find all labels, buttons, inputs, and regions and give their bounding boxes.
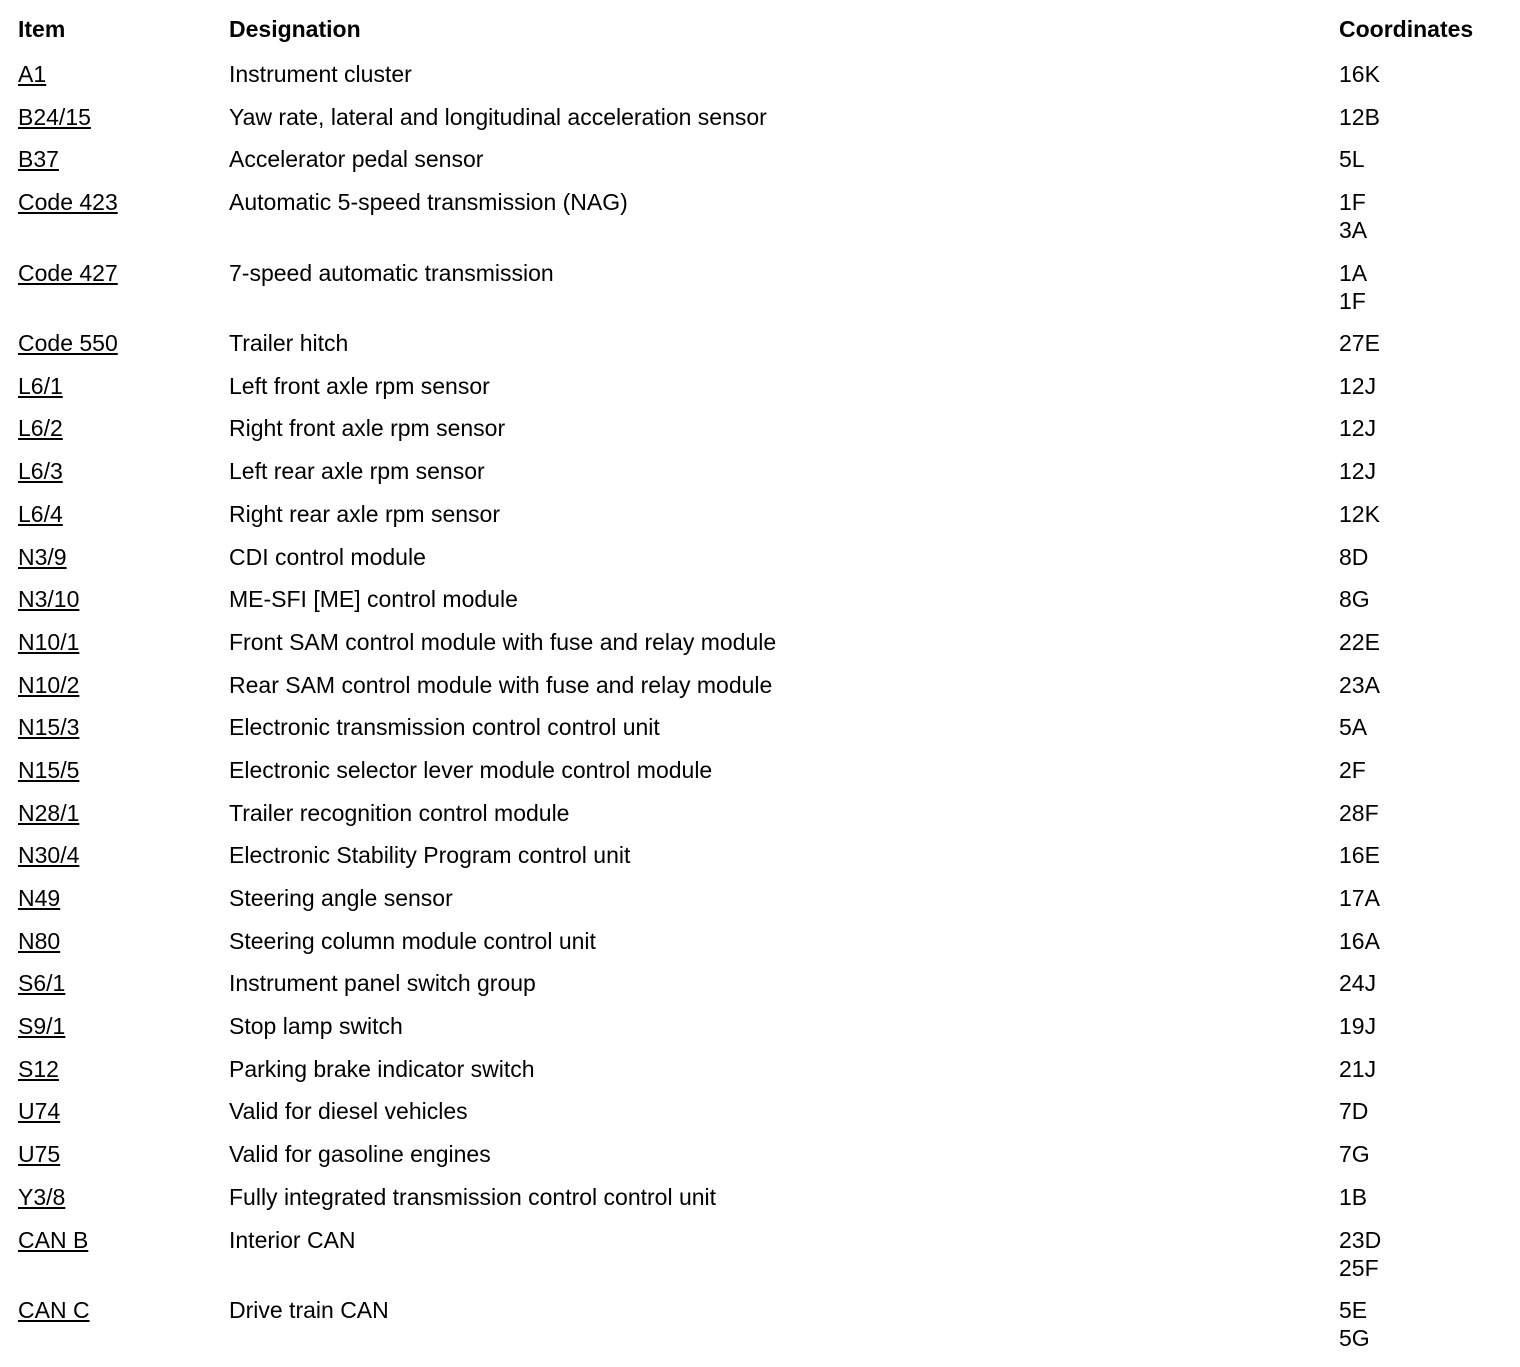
coordinates-cell [1339, 259, 1508, 315]
item-cell [18, 884, 229, 912]
coordinate-value: 17A [1339, 885, 1380, 911]
item-cell [18, 103, 229, 131]
designation-cell: Yaw rate, lateral and longitudinal acceleration sensor [229, 103, 767, 130]
designation-cell: Instrument panel switch group [229, 970, 536, 997]
item-cell [18, 188, 229, 216]
designation-cell: Electronic transmission control control unit [229, 714, 660, 741]
table-row [18, 969, 1508, 1012]
coordinates-cell [1339, 103, 1508, 131]
coordinates-cell [1339, 414, 1508, 442]
coordinate-value: 3A [1339, 217, 1368, 244]
item-cell [18, 500, 229, 528]
designation-cell: Instrument cluster [229, 61, 412, 87]
designation-cell: Fully integrated transmission control control unit [229, 1183, 717, 1210]
coordinate-value: 2F [1339, 756, 1366, 783]
designation-cell: Parking brake indicator switch [229, 1055, 535, 1082]
item-cell [18, 457, 229, 485]
table-row [18, 1055, 1508, 1098]
item-link[interactable]: L6/1 [18, 372, 63, 399]
item-link[interactable]: N49 [18, 885, 61, 911]
coordinates-cell [1339, 1296, 1508, 1352]
table-row [18, 457, 1508, 500]
coordinates-cell [1339, 329, 1508, 357]
designation-cell: Right front axle rpm sensor [229, 415, 506, 442]
coordinates-cell [1339, 585, 1508, 613]
coordinates-cell [1339, 145, 1508, 173]
coordinate-value: 28F [1339, 799, 1379, 826]
coordinate-value: 5G [1339, 1325, 1370, 1351]
component-legend-table [18, 15, 1508, 1367]
table-row [18, 1296, 1508, 1367]
item-link[interactable]: N3/9 [18, 543, 67, 570]
item-cell [18, 1226, 229, 1254]
coordinates-cell [1339, 969, 1508, 997]
coordinates-cell [1339, 500, 1508, 528]
table-row [18, 671, 1508, 714]
item-cell [18, 145, 229, 173]
item-link[interactable]: B37 [18, 146, 59, 173]
item-cell [18, 713, 229, 741]
coordinates-cell [1339, 1055, 1508, 1083]
coordinate-value: 23D [1339, 1226, 1382, 1253]
item-cell [18, 1097, 229, 1125]
designation-cell: Accelerator pedal sensor [229, 146, 484, 173]
coordinate-value: 1B [1339, 1183, 1368, 1210]
coordinates-cell [1339, 756, 1508, 784]
table-row [18, 1183, 1508, 1226]
designation-cell: 7-speed automatic transmission [229, 259, 554, 286]
coordinates-cell [1339, 1097, 1508, 1125]
item-link[interactable]: N80 [18, 927, 61, 954]
table-row [18, 414, 1508, 457]
designation-cell: Trailer hitch [229, 330, 349, 357]
coordinate-value: 16K [1339, 61, 1380, 87]
table-row [18, 1226, 1508, 1297]
coordinate-value: 22E [1339, 628, 1380, 655]
item-link[interactable]: S9/1 [18, 1013, 66, 1040]
coordinate-value: 12J [1339, 372, 1377, 399]
table-row [18, 841, 1508, 884]
item-link[interactable]: N15/3 [18, 714, 80, 741]
table-row [18, 188, 1508, 259]
table-row [18, 713, 1508, 756]
table-body [18, 60, 1508, 1367]
coordinates-cell [1339, 841, 1508, 869]
item-link[interactable]: Y3/8 [18, 1183, 66, 1210]
table-row [18, 927, 1508, 970]
coordinate-value: 12J [1339, 415, 1377, 442]
coordinates-cell [1339, 543, 1508, 571]
item-column-header: Item [18, 16, 66, 42]
item-cell [18, 1140, 229, 1168]
coordinate-value: 7G [1339, 1141, 1370, 1168]
designation-column-header: Designation [229, 16, 361, 42]
designation-cell: Drive train CAN [229, 1297, 389, 1323]
designation-cell: Automatic 5-speed transmission (NAG) [229, 189, 628, 216]
coordinate-value: 16A [1339, 927, 1380, 954]
coordinates-cell [1339, 628, 1508, 656]
coordinates-cell [1339, 713, 1508, 741]
table-row [18, 103, 1508, 146]
item-link[interactable]: B24/15 [18, 103, 91, 130]
item-link[interactable]: N10/1 [18, 628, 80, 655]
coordinate-value: 16E [1339, 842, 1380, 869]
item-cell [18, 1296, 229, 1324]
designation-cell: Electronic selector lever module control module [229, 756, 713, 783]
coordinate-value: 8G [1339, 586, 1370, 613]
item-cell [18, 1012, 229, 1040]
item-link[interactable]: L6/2 [18, 415, 63, 442]
coordinates-cell [1339, 1012, 1508, 1040]
coordinate-value: 5E [1339, 1297, 1368, 1323]
coordinates-cell [1339, 188, 1508, 244]
item-link[interactable]: S6/1 [18, 970, 66, 997]
item-cell [18, 671, 229, 699]
item-link[interactable]: U74 [18, 1098, 61, 1125]
table-row [18, 1140, 1508, 1183]
designation-cell: Trailer recognition control module [229, 799, 570, 826]
coordinate-value: 12J [1339, 458, 1377, 485]
item-cell [18, 543, 229, 571]
designation-cell: Steering column module control unit [229, 927, 596, 954]
designation-cell: Steering angle sensor [229, 885, 453, 911]
item-link[interactable]: N10/2 [18, 671, 80, 698]
table-row [18, 259, 1508, 330]
designation-cell: Electronic Stability Program control unit [229, 842, 631, 869]
item-link[interactable]: N3/10 [18, 586, 80, 613]
designation-cell: CDI control module [229, 543, 426, 570]
table-row [18, 1097, 1508, 1140]
item-link[interactable]: L6/3 [18, 458, 63, 485]
table-row [18, 1012, 1508, 1055]
item-cell [18, 60, 229, 88]
coordinate-value: 5A [1339, 714, 1368, 741]
coordinate-value: 8D [1339, 543, 1369, 570]
item-link[interactable]: CAN C [18, 1297, 90, 1323]
item-link[interactable]: A1 [18, 61, 47, 87]
coordinates-column-header: Coordinates [1339, 16, 1474, 42]
designation-cell: Valid for gasoline engines [229, 1141, 491, 1168]
coordinate-value: 23A [1339, 671, 1380, 698]
designation-cell: Interior CAN [229, 1226, 356, 1253]
table-row [18, 60, 1508, 103]
table-row [18, 756, 1508, 799]
coordinate-value: 1F [1339, 189, 1366, 216]
designation-cell: Left front axle rpm sensor [229, 372, 490, 399]
designation-cell: Right rear axle rpm sensor [229, 500, 500, 527]
table-row [18, 145, 1508, 188]
item-cell [18, 841, 229, 869]
coordinate-value: 19J [1339, 1013, 1377, 1040]
item-link[interactable]: Code 427 [18, 259, 118, 286]
item-cell [18, 628, 229, 656]
item-link[interactable]: N28/1 [18, 799, 80, 826]
item-cell [18, 329, 229, 357]
coordinate-value: 21J [1339, 1055, 1377, 1082]
designation-cell: ME-SFI [ME] control module [229, 586, 518, 613]
item-cell [18, 259, 229, 287]
table-row [18, 799, 1508, 842]
designation-cell: Stop lamp switch [229, 1013, 403, 1040]
item-cell [18, 414, 229, 442]
item-cell [18, 927, 229, 955]
designation-cell: Front SAM control module with fuse and relay module [229, 628, 777, 655]
coordinate-value: 27E [1339, 330, 1380, 357]
item-cell [18, 585, 229, 613]
item-cell [18, 372, 229, 400]
coordinates-cell [1339, 671, 1508, 699]
coordinates-cell [1339, 927, 1508, 955]
item-cell [18, 1183, 229, 1211]
item-link[interactable]: CAN B [18, 1226, 89, 1253]
coordinates-cell [1339, 799, 1508, 827]
table-row [18, 884, 1508, 927]
item-link[interactable]: N15/5 [18, 756, 80, 783]
table-row [18, 628, 1508, 671]
item-link[interactable]: L6/4 [18, 500, 63, 527]
coordinate-value: 5L [1339, 146, 1365, 173]
item-cell [18, 969, 229, 997]
coordinate-value: 25F [1339, 1254, 1379, 1281]
coordinates-cell [1339, 60, 1508, 88]
item-cell [18, 756, 229, 784]
coordinate-value: 1F [1339, 287, 1366, 314]
item-cell [18, 799, 229, 827]
table-row [18, 372, 1508, 415]
item-link[interactable]: Code 423 [18, 189, 118, 216]
coordinate-value: 24J [1339, 970, 1377, 997]
coordinates-cell [1339, 1226, 1508, 1282]
designation-cell: Rear SAM control module with fuse and relay module [229, 671, 773, 698]
coordinates-cell [1339, 1183, 1508, 1211]
coordinate-value: 1A [1339, 259, 1368, 286]
item-link[interactable]: Code 550 [18, 330, 118, 357]
designation-cell: Valid for diesel vehicles [229, 1098, 468, 1125]
coordinates-cell [1339, 884, 1508, 912]
item-link[interactable]: S12 [18, 1055, 59, 1082]
coordinate-value: 7D [1339, 1098, 1369, 1125]
item-cell [18, 1055, 229, 1083]
item-link[interactable]: U75 [18, 1141, 61, 1168]
table-row [18, 585, 1508, 628]
coordinates-cell [1339, 1140, 1508, 1168]
coordinates-cell [1339, 457, 1508, 485]
designation-cell: Left rear axle rpm sensor [229, 458, 485, 485]
table-row [18, 543, 1508, 586]
coordinate-value: 12K [1339, 500, 1380, 527]
item-link[interactable]: N30/4 [18, 842, 80, 869]
table-row [18, 500, 1508, 543]
coordinate-value: 12B [1339, 103, 1380, 130]
coordinates-cell [1339, 372, 1508, 400]
table-header [18, 15, 1508, 60]
table-row [18, 329, 1508, 372]
